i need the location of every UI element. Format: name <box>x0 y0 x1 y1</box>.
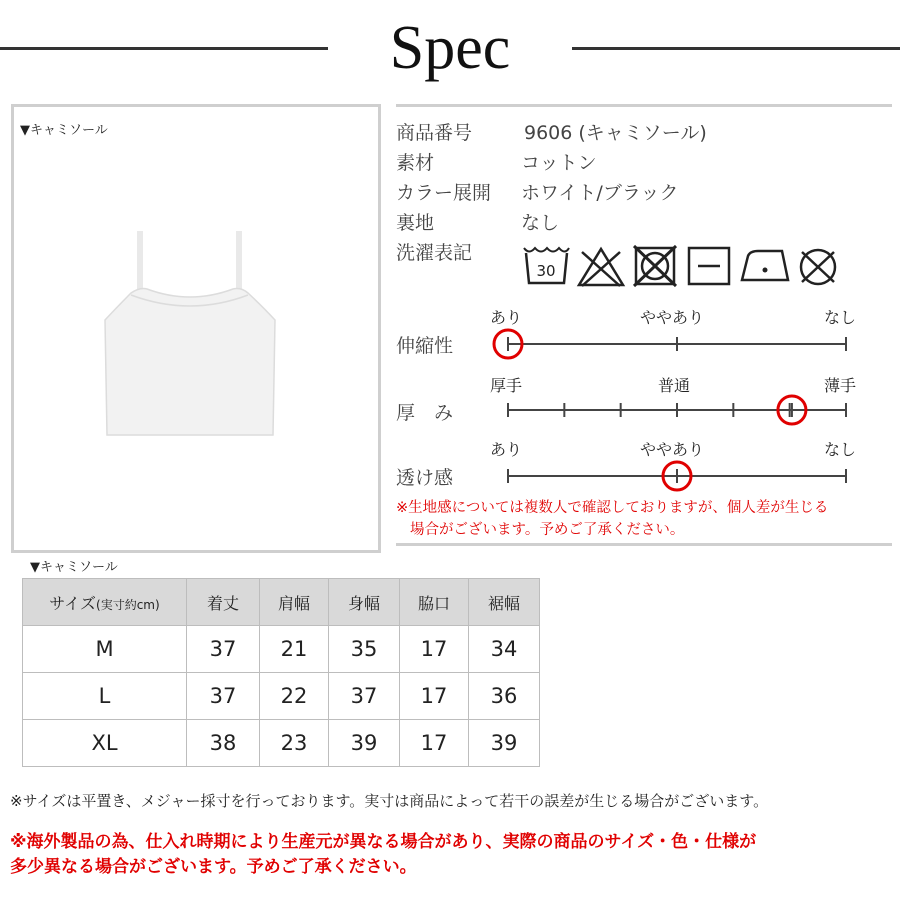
value-cell: 37 <box>187 626 260 673</box>
spec-value-code: 9606 (キャミソール) <box>524 122 707 144</box>
value-cell: 34 <box>469 626 540 673</box>
spec-label-colors: カラー展開 <box>396 182 492 204</box>
scale-label-stretch: 伸縮性 <box>396 335 454 357</box>
wash-temp-label: 30 <box>536 262 556 280</box>
size-cell: XL <box>23 720 187 767</box>
spec-bottom-rule <box>396 543 892 546</box>
value-cell: 22 <box>260 673 329 720</box>
fabric-note <box>396 497 828 541</box>
fabric-note-line2: 場合がございます。予めご了承ください。 <box>410 522 685 538</box>
spec-value-colors: ホワイト/ブラック <box>521 182 679 204</box>
size-header-cell: サイズ(実寸約cm) <box>23 579 187 626</box>
col-header-hem: 裾幅 <box>469 579 540 626</box>
size-cell: L <box>23 673 187 720</box>
size-table-header-row <box>23 579 540 626</box>
scale-left-stretch: あり <box>490 308 523 327</box>
size-table <box>22 578 540 767</box>
col-header-length: 着丈 <box>187 579 260 626</box>
scale-mid-stretch: ややあり <box>640 308 705 327</box>
page-title: Spec <box>389 14 511 82</box>
col-header-shoulder: 肩幅 <box>260 579 329 626</box>
iron-low-icon <box>738 246 792 286</box>
value-cell: 37 <box>187 673 260 720</box>
scale-left-sheerness: あり <box>490 440 523 459</box>
spec-label-code: 商品番号 <box>396 122 473 144</box>
scale-left-thickness: 厚手 <box>490 376 523 395</box>
value-cell: 17 <box>400 626 469 673</box>
no-dryclean-icon <box>796 246 840 288</box>
scale-right-thickness: 薄手 <box>824 376 857 395</box>
col-header-armhole: 脇口 <box>400 579 469 626</box>
value-cell: 36 <box>469 673 540 720</box>
wash-30-icon <box>521 243 571 288</box>
value-cell: 17 <box>400 673 469 720</box>
spec-value-material: コットン <box>521 152 597 174</box>
overseas-note-line2: 多少異なる場合がございます。予めご了承ください。 <box>10 857 417 877</box>
no-tumble-dry-icon <box>632 244 678 288</box>
scale-right-stretch: なし <box>824 308 857 327</box>
fabric-note-line1: ※生地感については複数人で確認しておりますが、個人差が生じる <box>396 500 829 516</box>
spec-value-lining: なし <box>521 212 560 234</box>
value-cell: 17 <box>400 720 469 767</box>
table-row <box>23 626 540 673</box>
spec-top-rule <box>396 104 892 107</box>
header-rule-right <box>572 47 900 50</box>
scale-right-sheerness: なし <box>824 440 857 459</box>
value-cell: 37 <box>329 673 400 720</box>
measurement-note: ※サイズは平置き、メジャー採寸を行っております。実寸は商品によって若干の誤差が生じる場合がございます。 <box>10 792 769 810</box>
scale-graphics <box>480 320 870 500</box>
scale-mid-thickness: 普通 <box>658 376 691 395</box>
value-cell: 23 <box>260 720 329 767</box>
value-cell: 35 <box>329 626 400 673</box>
size-cell: M <box>23 626 187 673</box>
overseas-note <box>10 830 756 880</box>
value-cell: 38 <box>187 720 260 767</box>
scale-mid-sheerness: ややあり <box>640 440 705 459</box>
spec-label-material: 素材 <box>396 152 435 174</box>
no-bleach-icon <box>576 246 626 288</box>
line-dry-flat-icon <box>686 245 732 287</box>
scale-label-thickness: 厚 み <box>396 402 454 424</box>
value-cell: 21 <box>260 626 329 673</box>
value-cell: 39 <box>329 720 400 767</box>
value-cell: 39 <box>469 720 540 767</box>
spec-label-lining: 裏地 <box>396 212 435 234</box>
col-header-chest: 身幅 <box>329 579 400 626</box>
size-table-caption: ▼キャミソール <box>30 560 118 575</box>
scale-label-sheerness: 透け感 <box>396 467 454 489</box>
product-image-caption: ▼キャミソール <box>20 123 108 138</box>
camisole-image <box>95 225 295 440</box>
overseas-note-line1: ※海外製品の為、仕入れ時期により生産元が異なる場合があり、実際の商品のサイズ・色・仕様が <box>10 832 757 852</box>
table-row <box>23 673 540 720</box>
table-row <box>23 720 540 767</box>
spec-label-care: 洗濯表記 <box>396 242 473 264</box>
